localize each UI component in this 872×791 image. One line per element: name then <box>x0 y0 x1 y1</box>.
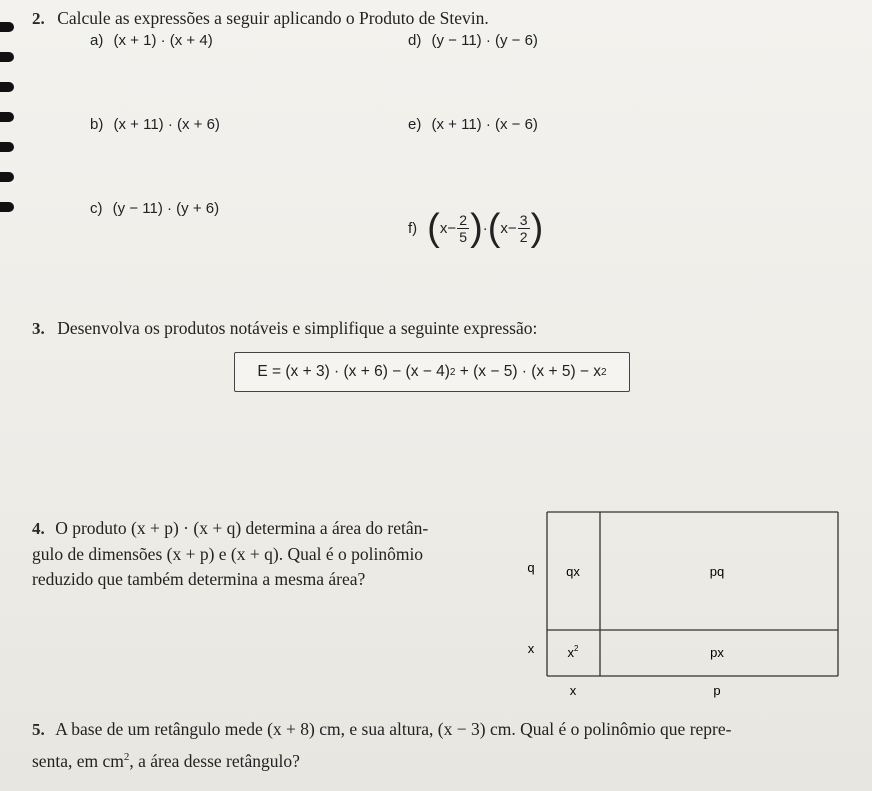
item-2a <box>90 32 213 49</box>
item-2f <box>408 209 543 247</box>
question-4-line-2: gulo de dimensões (x + p) e (x + q). Qual é o polinômio <box>32 544 424 564</box>
question-5-line-2a: senta, em cm <box>32 750 124 771</box>
item-2f-minus2: − <box>507 219 517 237</box>
item-2c-label: c) <box>90 200 103 217</box>
fraction-2-5 <box>457 212 469 245</box>
cell-x2-base: x <box>567 645 575 660</box>
fraction-3-2 <box>518 212 530 245</box>
question-4 <box>32 516 512 592</box>
exponent-1: 2 <box>449 366 456 378</box>
side-label-x: x <box>527 641 535 656</box>
question-5-line-2 <box>32 744 862 774</box>
bottom-label-x: x <box>569 683 577 698</box>
fraction-numerator: 2 <box>459 211 467 228</box>
question-2-text: Calcule as expressões a seguir aplicando o Produto de Stevin. <box>57 8 489 28</box>
item-2e <box>408 116 538 133</box>
item-2c <box>90 200 219 217</box>
cell-pq: pq <box>709 564 725 579</box>
paren-open: ( <box>487 207 501 249</box>
item-2d-label: d) <box>408 32 422 49</box>
cell-qx: qx <box>566 564 580 579</box>
cell-x2 <box>568 644 580 660</box>
item-2d-expression: (y − 11) · (y − 6) <box>431 32 538 49</box>
question-5-exponent: 2 <box>123 751 130 763</box>
question-3-text: Desenvolva os produtos notáveis e simplifique a seguinte expressão: <box>57 318 538 338</box>
question-3-header <box>32 318 537 339</box>
question-5 <box>32 716 862 774</box>
question-5-number: 5. <box>32 720 45 739</box>
question-4-line-1: O produto (x + p) · (x + q) determina a área do retân- <box>55 518 429 538</box>
item-2e-label: e) <box>408 116 422 133</box>
item-2b <box>90 116 220 133</box>
item-2f-label: f) <box>408 219 418 237</box>
expression-box <box>234 352 630 392</box>
question-4-number: 4. <box>32 519 45 538</box>
paren-close: ) <box>470 207 483 249</box>
item-2f-x2: x <box>500 219 508 237</box>
item-2d <box>408 32 538 49</box>
item-2f-x1: x <box>439 219 448 237</box>
question-5-line-1: A base de um retângulo mede (x + 8) cm, e sua altura, (x − 3) cm. Qual é o polinômio que repre- <box>55 719 732 739</box>
item-2a-expression: (x + 1) · (x + 4) <box>113 32 213 49</box>
cell-px: px <box>710 645 724 660</box>
paren-open: ( <box>427 207 440 249</box>
area-diagram <box>505 500 845 705</box>
question-5-line-2b: , a área desse retângulo? <box>129 750 300 771</box>
question-3-number: 3. <box>32 319 45 338</box>
item-2f-minus1: − <box>447 219 457 237</box>
question-4-line-3: reduzido que também determina a mesma área? <box>32 569 366 589</box>
expression-part-1: E = (x + 3) · (x + 6) − (x − 4) <box>257 363 450 380</box>
item-2a-label: a) <box>90 32 104 49</box>
item-2b-expression: (x + 11) · (x + 6) <box>113 116 220 133</box>
exponent-2: 2 <box>601 366 607 378</box>
paren-close: ) <box>530 207 544 249</box>
fraction-denominator: 5 <box>459 228 467 245</box>
item-2b-label: b) <box>90 116 104 133</box>
expression-part-2: + (x − 5) · (x + 5) − x <box>455 363 602 380</box>
fraction-denominator: 2 <box>519 228 528 245</box>
item-2f-dot: · <box>482 219 488 237</box>
bottom-label-p: p <box>713 683 721 698</box>
item-2c-expression: (y − 11) · (y + 6) <box>112 200 220 217</box>
question-2-header <box>32 8 489 29</box>
item-2e-expression: (x + 11) · (x − 6) <box>431 116 538 133</box>
question-2-number: 2. <box>32 9 45 28</box>
cell-x2-exponent: 2 <box>574 644 579 653</box>
fraction-numerator: 3 <box>519 211 528 228</box>
side-label-q: q <box>527 560 535 575</box>
